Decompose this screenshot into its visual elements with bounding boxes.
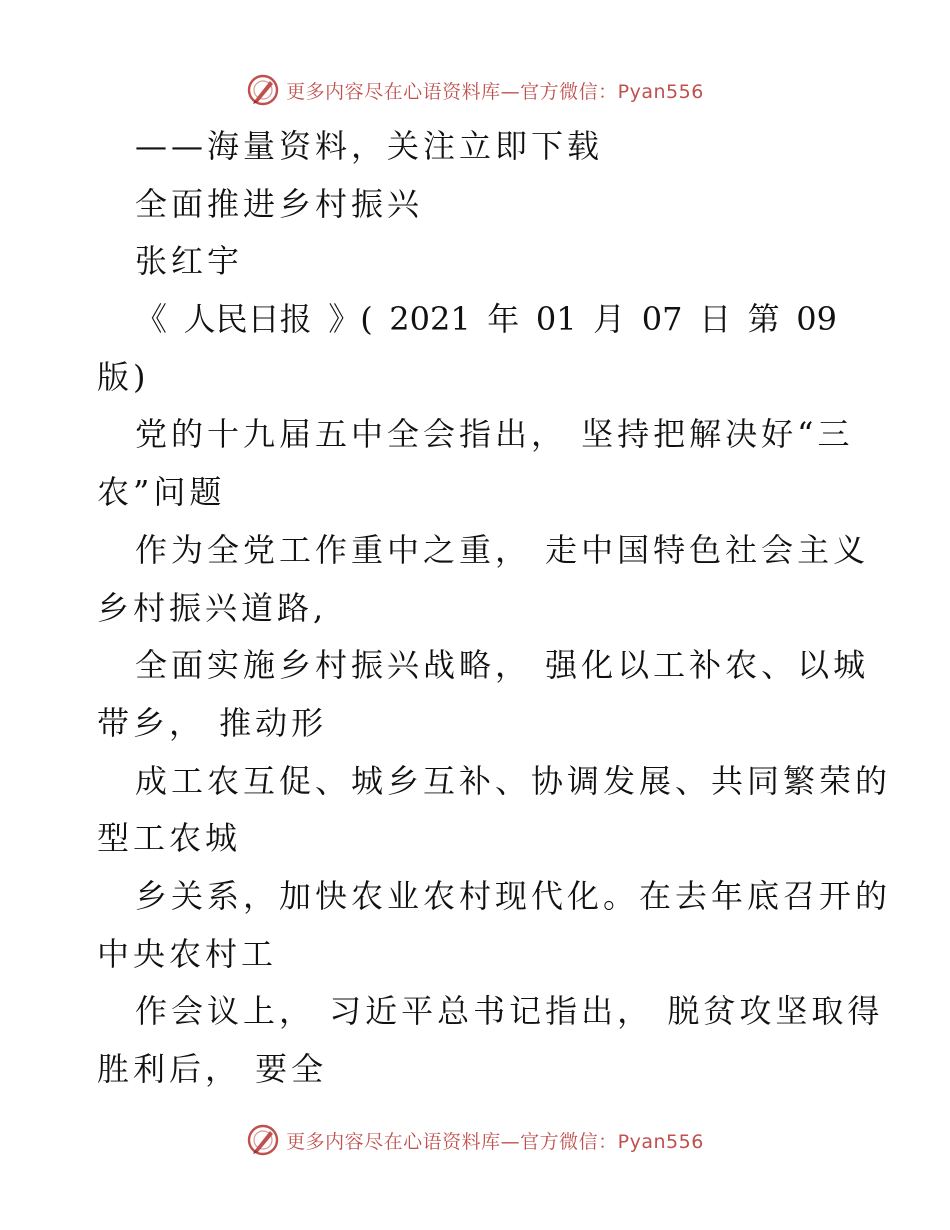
source-token: 2021 (389, 300, 471, 339)
body-line: 中央农村工 (97, 934, 278, 973)
pen-nib-circle-icon (246, 73, 280, 107)
source-token: 月 (593, 300, 626, 339)
footer-watermark (0, 1120, 950, 1160)
pen-nib-circle-icon (246, 1123, 280, 1157)
watermark-text: 更多内容尽在心语资料库—官方微信：Pyan556 (286, 1130, 704, 1153)
source-token: 》( (328, 300, 373, 339)
body-line: 带乡， 推动形 (97, 703, 328, 742)
source-token: 《 (135, 300, 168, 339)
document-title: 全面推进乡村振兴 (135, 184, 424, 223)
body-line: 作为全党工作重中之重， 走中国特色社会主义 (135, 530, 870, 569)
source-token: 07 (641, 300, 683, 339)
source-line (97, 291, 857, 349)
body-line: 乡关系，加快农业农村现代化。在去年底召开的 (135, 876, 892, 915)
body-line: 党的十九届五中全会指出， 坚持把解决好“三 (135, 415, 854, 454)
source-token: 09 (796, 300, 837, 339)
source-token: 人民日报 (183, 300, 312, 339)
body-line: 乡村振兴道路, (97, 588, 328, 627)
document-body (97, 118, 892, 1099)
body-line: 全面实施乡村振兴战略， 强化以工补农、以城 (135, 646, 870, 685)
source-token: 日 (699, 300, 732, 339)
author-name: 张红宇 (135, 242, 244, 281)
body-line: 胜利后， 要全 (97, 1050, 328, 1088)
source-token: 01 (535, 300, 577, 339)
source-token: 年 (487, 300, 520, 339)
body-line: 农”问题 (97, 473, 226, 512)
body-line: 型工农城 (97, 819, 242, 858)
body-line: ——海量资料，关注立即下载 (135, 127, 604, 165)
source-token: 第 (747, 300, 780, 339)
header-watermark (0, 70, 950, 110)
body-line: 成工农互促、城乡互补、协调发展、共同繁荣的 (135, 761, 892, 800)
watermark-text: 更多内容尽在心语资料库—官方微信：Pyan556 (286, 80, 704, 103)
body-line: 版) (97, 357, 150, 396)
body-line: 作会议上， 习近平总书记指出， 脱贫攻坚取得 (135, 992, 884, 1031)
